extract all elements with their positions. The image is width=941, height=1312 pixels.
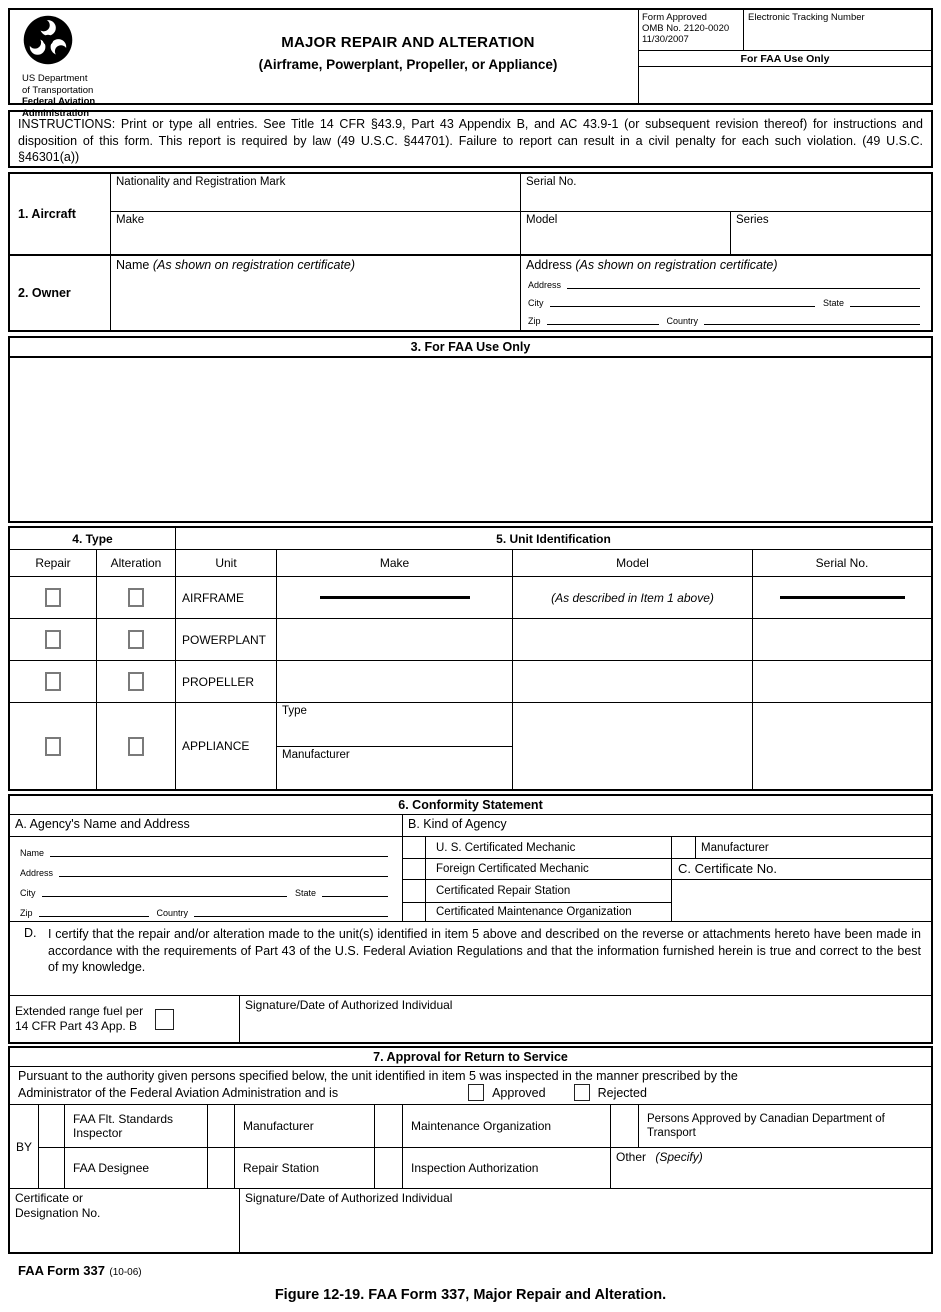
rule-line (320, 596, 470, 599)
pursuant-line1: Pursuant to the authority given persons specified below, the unit identified in item 5 was inspected in the manner prescribed by the (18, 1069, 738, 1083)
agency-country-label: Country (156, 908, 189, 918)
conformity-title: 6. Conformity Statement (10, 796, 931, 815)
make-column-header: Make (276, 550, 512, 576)
figure-caption: Figure 12-19. FAA Form 337, Major Repair and Alteration. (274, 1287, 667, 1303)
table-row-appliance (10, 702, 931, 789)
owner-address-line[interactable] (567, 277, 920, 289)
unit-name: AIRFRAME (175, 577, 276, 618)
nationality-registration-field[interactable]: Nationality and Registration Mark (110, 174, 520, 211)
appliance-model-cell[interactable] (512, 703, 752, 789)
extended-range-fuel-label: Extended range fuel per 14 CFR Part 43 App. B (15, 1004, 144, 1033)
owner-state-field-label: State (822, 298, 844, 308)
propeller-make-cell[interactable] (276, 661, 512, 702)
canadian-approval-checkbox-cell[interactable] (610, 1105, 638, 1147)
approval-section (8, 1046, 933, 1254)
alteration-powerplant-checkbox[interactable] (128, 630, 144, 649)
header-right-block (638, 10, 931, 103)
airframe-model-note: (As described in Item 1 above) (512, 577, 752, 618)
owner-country-field-label: Country (666, 316, 699, 326)
agency-city-label: City (20, 888, 36, 898)
other-specify-note: (Specify) (655, 1149, 703, 1164)
instructions-box (8, 107, 933, 168)
owner-name-note: (As shown on registration certificate) (152, 258, 355, 272)
omb-number: OMB No. 2120-0020 (642, 23, 730, 34)
certificate-designation-label: Certificate or Designation No. (15, 1191, 101, 1220)
certificate-no-input-area[interactable] (671, 880, 931, 921)
owner-address-note: (As shown on registration certificate) (575, 258, 778, 272)
agency-state-line[interactable] (322, 885, 388, 897)
dot-triskelion-logo (22, 14, 74, 66)
propeller-model-cell[interactable] (512, 661, 752, 702)
owner-name-field[interactable] (110, 256, 520, 330)
owner-section (10, 254, 931, 330)
omb-date: 11/30/2007 (642, 34, 689, 45)
owner-address-block (520, 256, 931, 330)
aircraft-make-field[interactable]: Make (110, 212, 520, 254)
conformity-signature-field[interactable]: Signature/Date of Authorized Individual (239, 996, 931, 1042)
agency-zip-line[interactable] (39, 905, 149, 917)
owner-name-label: Name (116, 258, 150, 272)
form-title-block (178, 10, 638, 103)
repair-station-checkbox-cell[interactable] (207, 1148, 234, 1189)
agency-line: Federal Aviation (22, 96, 96, 107)
aircraft-series-field[interactable]: Series (730, 212, 931, 254)
faa-designee-checkbox-cell[interactable] (38, 1148, 64, 1189)
agency-name-label: Name (20, 848, 45, 858)
unit-name: POWERPLANT (175, 619, 276, 660)
table-row-airframe (10, 576, 931, 618)
repair-propeller-checkbox[interactable] (45, 672, 61, 691)
certificate-no-header: C. Certificate No. (671, 859, 931, 879)
form-header (8, 8, 933, 119)
faa-flt-standards-inspector-checkbox-cell[interactable] (38, 1105, 64, 1147)
rejected-label: Rejected (597, 1085, 647, 1100)
agency-name-address-header: A. Agency's Name and Address (15, 817, 190, 831)
form-approved-label: Form Approved (642, 12, 707, 23)
approved-label: Approved (492, 1085, 546, 1100)
approval-signature-field[interactable]: Signature/Date of Authorized Individual (239, 1189, 931, 1252)
aircraft-section (10, 174, 931, 254)
manufacturer-kind-label: Manufacturer (695, 837, 931, 858)
faa-form-337 (8, 8, 933, 1254)
by-option-label: FAA Designee (64, 1148, 207, 1189)
by-option-label: Maintenance Organization (402, 1105, 610, 1147)
agency-line: Administration (22, 107, 90, 119)
table-row-propeller (10, 660, 931, 702)
repair-column-header: Repair (35, 556, 71, 570)
powerplant-make-cell[interactable] (276, 619, 512, 660)
type-header: 4. Type (72, 531, 113, 546)
table-row-powerplant (10, 618, 931, 660)
agency-block (10, 10, 178, 119)
owner-city-line[interactable] (550, 295, 815, 307)
manufacturer-checkbox-cell[interactable] (671, 837, 695, 858)
us-certificated-mechanic-checkbox-cell[interactable] (403, 837, 425, 858)
owner-address-header: Address (526, 258, 572, 272)
owner-state-line[interactable] (850, 295, 920, 307)
unit-name: PROPELLER (175, 661, 276, 702)
approved-checkbox[interactable] (468, 1084, 484, 1101)
appliance-manufacturer-field[interactable]: Manufacturer (277, 746, 512, 789)
kind-label: U. S. Certificated Mechanic (425, 837, 671, 858)
rejected-checkbox[interactable] (574, 1084, 590, 1101)
certificate-designation-field[interactable] (10, 1189, 239, 1252)
alteration-column-header: Alteration (96, 550, 175, 576)
alteration-propeller-checkbox[interactable] (128, 672, 144, 691)
pursuant-line2: Administrator of the Federal Aviation Administration and is (18, 1085, 339, 1100)
kind-of-agency-header: B. Kind of Agency (402, 815, 931, 836)
powerplant-serial-cell[interactable] (752, 619, 931, 660)
by-label: BY (15, 1139, 32, 1154)
owner-country-line[interactable] (704, 313, 920, 325)
electronic-tracking-number-field[interactable] (743, 10, 931, 50)
approval-title: 7. Approval for Return to Service (10, 1048, 931, 1067)
owner-section-label: 2. Owner (18, 286, 71, 300)
faa-use-only-title: 3. For FAA Use Only (10, 338, 931, 358)
owner-zip-line[interactable] (547, 313, 659, 325)
instructions-text: INSTRUCTIONS: Print or type all entries. See Title 14 CFR §43.9, Part 43 Appendix B, and AC 43.9-1 (or subsequent revision thereof) for instructions and disposition of this form. This report is required by law (49 U.S.C. §44701). Failure to report can result in a civil penalty for each such violation. (49 U.S.C. §46301(a)) (18, 117, 923, 164)
certify-text: I certify that the repair and/or alteration made to the unit(s) identified in item 5 above and described on the reverse or attachments hereto have been made in accordance with the requirements of Part 43 of the U.S. Federal Aviation Regulations and that the information furnished herein is true and correct to the best of my knowledge. (48, 927, 921, 974)
etn-label: Electronic Tracking Number (748, 12, 865, 23)
alteration-airframe-checkbox[interactable] (128, 588, 144, 607)
faa-use-only-input-area[interactable] (639, 67, 931, 103)
aircraft-model-field[interactable]: Model (520, 212, 730, 254)
kind-label: Certificated Repair Station (425, 880, 671, 902)
owner-zip-field-label: Zip (528, 316, 541, 326)
inspection-authorization-checkbox-cell[interactable] (374, 1148, 402, 1189)
agency-address-label: Address (20, 868, 54, 878)
conformity-section (8, 794, 933, 1044)
model-column-header: Model (512, 550, 752, 576)
unit-identification-header: 5. Unit Identification (175, 528, 931, 549)
by-option-label: Repair Station (234, 1148, 374, 1189)
form-title: MAJOR REPAIR AND ALTERATION (281, 34, 535, 51)
by-option-label: Persons Approved by Canadian Department of Transport (638, 1105, 931, 1147)
agency-zip-label: Zip (20, 908, 33, 918)
kind-label: Foreign Certificated Mechanic (425, 859, 671, 879)
aircraft-serial-field[interactable]: Serial No. (520, 174, 931, 211)
owner-city-field-label: City (528, 298, 544, 308)
agency-line: US Department (22, 73, 88, 84)
agency-address-line[interactable] (59, 865, 388, 877)
faa-use-only-area[interactable] (10, 358, 931, 521)
by-option-label: Inspection Authorization (402, 1148, 610, 1189)
form-subtitle: (Airframe, Powerplant, Propeller, or Appliance) (258, 57, 558, 72)
repair-powerplant-checkbox[interactable] (45, 630, 61, 649)
agency-name-address-fields (10, 837, 402, 921)
powerplant-model-cell[interactable] (512, 619, 752, 660)
manufacturer-approval-checkbox-cell[interactable] (207, 1105, 234, 1147)
airframe-make-cell (276, 577, 512, 618)
agency-line: of Transportation (22, 84, 94, 96)
form-revision: (10-06) (109, 1267, 142, 1278)
certify-prefix: D. (24, 926, 37, 940)
approved-by-table (10, 1104, 931, 1188)
foreign-certificated-mechanic-checkbox-cell[interactable] (403, 859, 425, 879)
airframe-serial-cell (752, 577, 931, 618)
form-id: FAA Form 337 (18, 1263, 105, 1278)
propeller-serial-cell[interactable] (752, 661, 931, 702)
unit-column-header: Unit (175, 550, 276, 576)
aircraft-section-label: 1. Aircraft (18, 207, 76, 221)
extended-range-fuel-checkbox[interactable] (155, 1009, 174, 1030)
other-specify-field[interactable] (610, 1148, 931, 1189)
certificated-repair-station-checkbox-cell[interactable] (403, 880, 425, 902)
alteration-appliance-checkbox[interactable] (128, 737, 144, 756)
pursuant-statement (10, 1067, 931, 1104)
unit-name: APPLIANCE (175, 703, 276, 789)
serial-column-header: Serial No. (752, 550, 931, 576)
repair-airframe-checkbox[interactable] (45, 588, 61, 607)
by-option-label: FAA Flt. Standards Inspector (64, 1105, 207, 1147)
type-unit-table (8, 526, 933, 791)
omb-approval-box (639, 10, 743, 50)
maintenance-organization-checkbox-cell[interactable] (374, 1105, 402, 1147)
certificated-maintenance-organization-checkbox-cell[interactable] (403, 903, 425, 921)
agency-city-line[interactable] (42, 885, 287, 897)
appliance-type-field[interactable]: Type (282, 705, 307, 717)
agency-name-line[interactable] (50, 845, 388, 857)
kind-label: Certificated Maintenance Organization (425, 903, 671, 921)
faa-use-only-label: For FAA Use Only (639, 50, 931, 67)
agency-country-line[interactable] (194, 905, 388, 917)
agency-state-label: State (294, 888, 316, 898)
certify-statement (10, 921, 931, 995)
by-option-label: Manufacturer (234, 1105, 374, 1147)
kind-of-agency-grid (402, 837, 931, 921)
form-footer (18, 1262, 142, 1280)
other-label: Other (616, 1149, 647, 1164)
extended-range-fuel-cell (10, 996, 239, 1042)
aircraft-owner-section (8, 172, 933, 332)
faa-use-only-section (8, 336, 933, 523)
appliance-serial-cell[interactable] (752, 703, 931, 789)
owner-address-field-label: Address (528, 280, 562, 290)
rule-line (780, 596, 905, 599)
repair-appliance-checkbox[interactable] (45, 737, 61, 756)
